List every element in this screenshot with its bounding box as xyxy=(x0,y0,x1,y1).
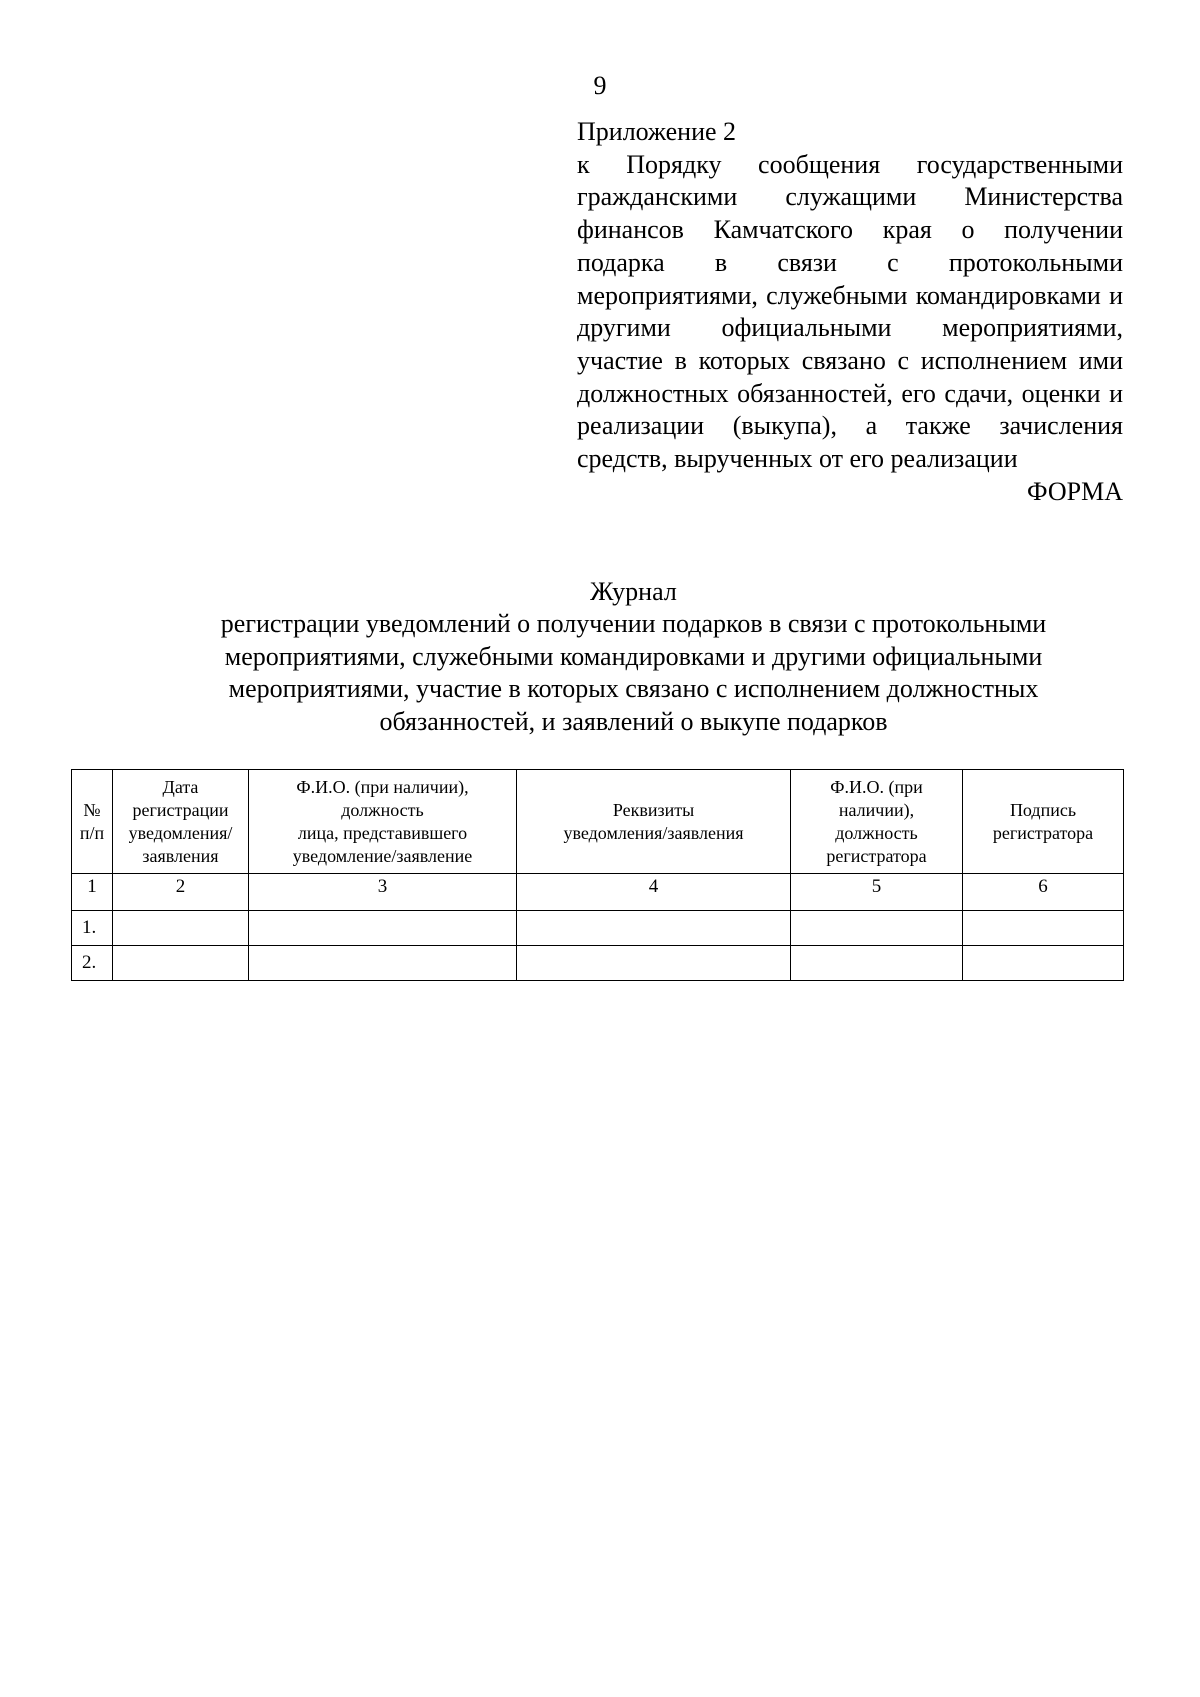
table-cell xyxy=(113,946,249,981)
header-signature: Подпись регистратора xyxy=(963,770,1124,874)
row-number: 1. xyxy=(72,911,113,946)
journal-subtitle-line: регистрации уведомлений о получении подарков в связи с протокольными xyxy=(220,609,1047,638)
header-registration-date: Дата регистрации уведомления/ заявления xyxy=(113,770,249,874)
form-label: ФОРМА xyxy=(1027,476,1123,506)
registration-table xyxy=(71,769,1124,981)
appendix-title: Приложение 2 xyxy=(577,117,737,146)
header-submitter: Ф.И.О. (при наличии), должность лица, представившего уведомление/заявление xyxy=(249,770,517,874)
journal-subtitle xyxy=(150,608,1117,738)
column-number-row xyxy=(72,874,1124,911)
journal-subtitle-line: обязанностей, и заявлений о выкупе подарков xyxy=(379,706,888,736)
table-cell xyxy=(517,911,791,946)
journal-title: Журнал xyxy=(590,577,677,606)
table-cell xyxy=(517,946,791,981)
table-cell xyxy=(249,911,517,946)
table-cell xyxy=(249,946,517,981)
table-row xyxy=(72,946,1124,981)
page-number: 9 xyxy=(593,71,607,100)
table-header-row xyxy=(72,770,1124,874)
column-number: 1 xyxy=(72,874,113,911)
journal-subtitle-line: мероприятиями, служебными командировками и другими официальными xyxy=(224,641,1043,671)
header-registrar: Ф.И.О. (при наличии), должность регистратора xyxy=(791,770,963,874)
table-cell xyxy=(113,911,249,946)
table-cell xyxy=(963,946,1124,981)
column-number: 2 xyxy=(113,874,249,911)
table-cell xyxy=(963,911,1124,946)
column-number: 5 xyxy=(791,874,963,911)
column-number: 3 xyxy=(249,874,517,911)
column-number: 4 xyxy=(517,874,791,911)
journal-subtitle-line: мероприятиями, участие в которых связано с исполнением должностных xyxy=(228,674,1039,703)
appendix-body: к Порядку сообщения государственными гражданскими служащими Министерства финансов Камчатского края о получении подарка в связи с протокольными мероприятиями, служебными командировками и другими официальными мероприятиями, участие в которых связано с исполнением ими должностных обязанностей, его сдачи, оценки и реализации (выкупа), а также зачисления средств, вырученных от его реализации xyxy=(577,149,1123,474)
row-number: 2. xyxy=(72,946,113,981)
header-number: № п/п xyxy=(72,770,113,874)
table-cell xyxy=(791,911,963,946)
header-requisites: Реквизиты уведомления/заявления xyxy=(517,770,791,874)
table-row xyxy=(72,911,1124,946)
table-cell xyxy=(791,946,963,981)
column-number: 6 xyxy=(963,874,1124,911)
appendix-block xyxy=(577,116,1123,508)
